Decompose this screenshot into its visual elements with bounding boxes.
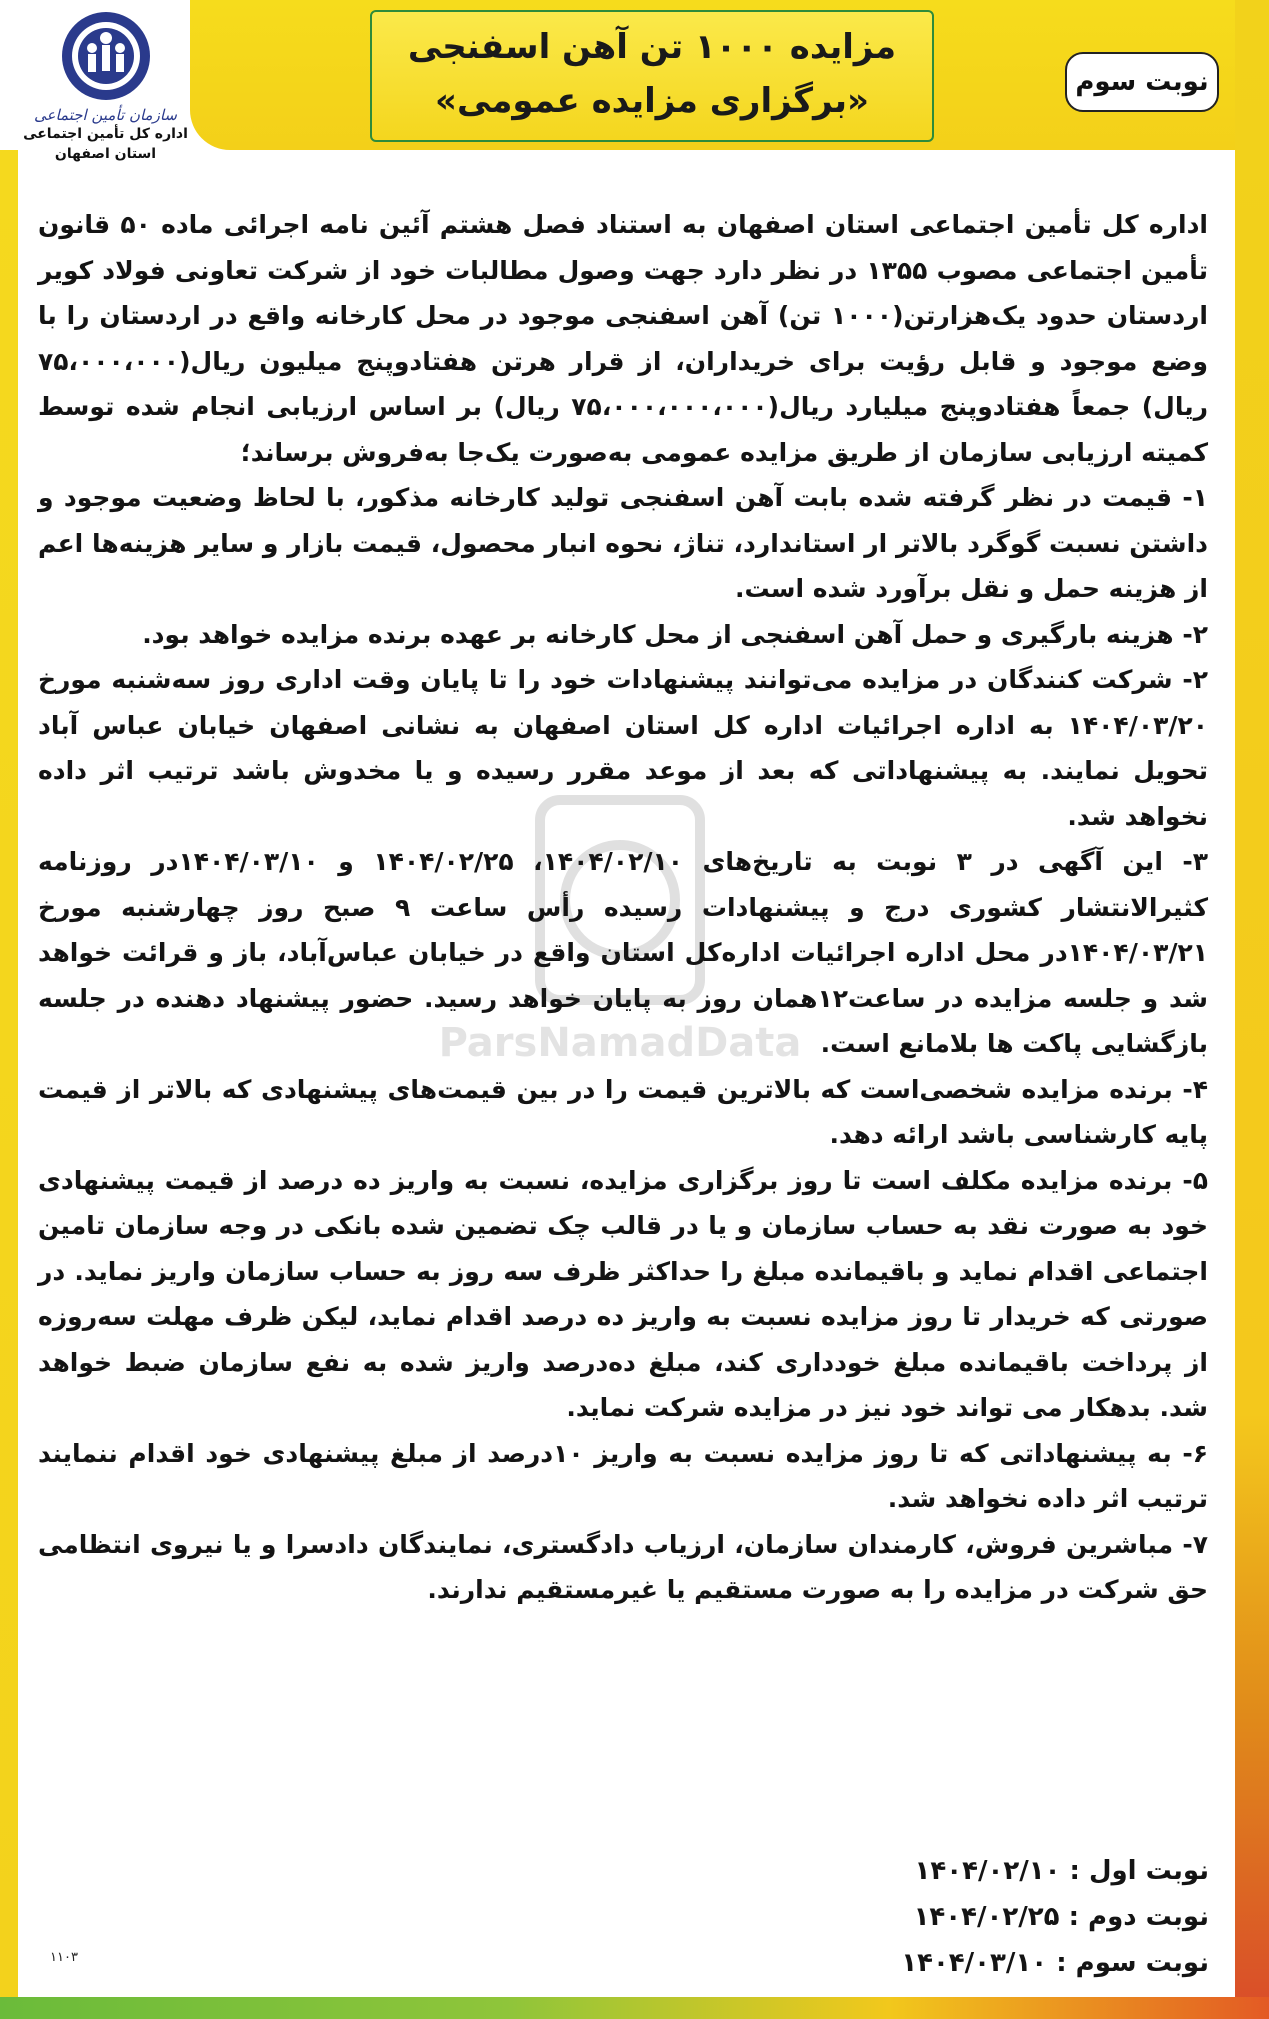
social-security-emblem-icon xyxy=(58,8,154,104)
logo-province-name: استان اصفهان xyxy=(54,146,157,162)
clause-paragraph: ۲- هزینه بارگیری و حمل آهن اسفنجی از محل کارخانه بر عهده برنده مزایده خواهد بود. xyxy=(142,619,1208,649)
schedule-date: ۱۴۰۴/۰۳/۱۰ xyxy=(901,1948,1048,1978)
title-box xyxy=(370,10,934,142)
right-frame-stripe xyxy=(1235,0,1269,2019)
clause-paragraph: ۲- شرکت کنندگان در مزایده می‌توانند پیشنهادات خود را تا پایان وقت اداری روز سه‌شنبه مورخ ۱۴۰۴/۰۳/۲۰ به اداره اجرائیات اداره کل استان اصفهان به نشانی اصفهان خیابان عباس آباد تحویل نمایند. به پیشنهاداتی که بعد از موعد مقرر رسیده و یا مخدوش باشد ترتیب اثر داده نخواهد شد. xyxy=(38,665,1208,831)
schedule-date: ۱۴۰۴/۰۲/۱۰ xyxy=(914,1856,1061,1886)
clause-paragraph: ۷- مباشرین فروش، کارمندان سازمان، ارزیاب دادگستری، نمایندگان دادسرا و یا نیروی انتظامی حق شرکت در مزایده را به صورت مستقیم یا غیرمستقیم ندارند. xyxy=(38,1529,1208,1604)
logo-brand-text: سازمان تأمین اجتماعی xyxy=(34,106,177,124)
clause-paragraph: ۴- برنده مزایده شخصی‌است که بالاترین قیمت را در بین قیمت‌های پیشنهادی که بالاتر از قیمت پایه کارشناسی باشد ارائه دهد. xyxy=(38,1074,1208,1149)
clause-paragraph: ۱- قیمت در نظر گرفته شده بابت آهن اسفنجی تولید کارخانه مذکور، با لحاظ وضعیت موجود و داشتن نسبت گوگرد بالاتر ار استاندارد، تناژ، نحوه انبار محصول، قیمت بازار و سایر هزینه‌ها اعم از هزینه حمل و نقل برآورد شده است. xyxy=(38,483,1208,603)
publication-schedule xyxy=(901,1848,1209,1986)
ad-subtitle: «برگزاری مزایده عمومی» xyxy=(435,81,869,121)
schedule-row xyxy=(901,1848,1209,1894)
round-badge: نوبت سوم xyxy=(1065,52,1219,112)
schedule-date: ۱۴۰۴/۰۲/۲۵ xyxy=(913,1902,1060,1932)
watermark-text: ParsNamadData xyxy=(438,1020,802,1066)
schedule-label: نوبت سوم : xyxy=(1056,1948,1209,1978)
page-code: ۱۱۰۳ xyxy=(50,1950,78,1965)
schedule-row xyxy=(901,1940,1209,1986)
intro-paragraph: اداره کل تأمین اجتماعی استان اصفهان به استناد فصل هشتم آئین نامه اجرائی ماده ۵۰ قانون تأمین اجتماعی مصوب ۱۳۵۵ در نظر دارد جهت وصول مطالبات خود از شرکت تعاونی فولاد کویر اردستان حدود یک‌هزارتن(۱۰۰۰ تن) آهن اسفنجی موجود در محل کارخانه واقع در اردستان را با وضع موجود و قابل رؤیت برای خریداران، از قرار هرتن هفتادوپنج میلیون ریال(۷۵،۰۰۰،۰۰۰ ریال) جمعاً هفتادوپنج میلیارد ریال(۷۵،۰۰۰،۰۰۰،۰۰۰ ریال) بر اساس ارزیابی انجام شده توسط کمیته ارزیابی سازمان از طریق مزایده عمومی به‌صورت یک‌جا به‌فروش برساند؛ xyxy=(38,210,1208,467)
ad-title: مزایده ۱۰۰۰ تن آهن اسفنجی xyxy=(407,27,897,67)
organization-logo xyxy=(18,8,193,198)
schedule-row xyxy=(901,1894,1209,1940)
left-frame-stripe xyxy=(0,150,18,2019)
logo-org-name: اداره کل تأمین اجتماعی xyxy=(23,126,188,142)
schedule-label: نوبت دوم : xyxy=(1068,1902,1209,1932)
clause-paragraph: ۳- این آگهی در ۳ نوبت به تاریخ‌های ۱۴۰۴/۰۲/۱۰، ۱۴۰۴/۰۲/۲۵ و ۱۴۰۴/۰۳/۱۰در روزنامه کثیرالانتشار کشوری درج و پیشنهادات رسیده رأس ساعت ۹ صبح روز چهارشنبه مورخ ۱۴۰۴/۰۳/۲۱در محل اداره اجرائیات اداره‌کل استان واقع در خیابان عباس‌آباد، باز و قرائت خواهد شد و جلسه مزایده در ساعت۱۲همان روز به پایان خواهد رسید. حضور پیشنهاد دهنده در جلسه بازگشایی پاکت ها بلامانع است. xyxy=(38,847,1209,1058)
ad-body xyxy=(38,202,1208,1613)
bottom-frame-stripe xyxy=(0,1997,1269,2019)
schedule-label: نوبت اول : xyxy=(1069,1856,1209,1886)
clause-paragraph: ۵- برنده مزایده مکلف است تا روز برگزاری مزایده، نسبت به واریز ده درصد از قیمت پیشنهادی خود به صورت نقد به حساب سازمان و یا در قالب چک تضمین شده بانکی در وجه سازمان تامین اجتماعی اقدام نماید و باقیمانده مبلغ را حداکثر ظرف سه روز به حساب سازمان واریز نماید. در صورتی که خریدار تا روز مزایده نسبت به واریز ده درصد اقدام نماید، لیکن ظرف مهلت سه‌روزه از پرداخت باقیمانده مبلغ خودداری کند، مبلغ ده‌درصد واریز شده به نفع سازمان ضبط خواهد شد. بدهکار می تواند خود نیز در مزایده شرکت نماید. xyxy=(38,1165,1208,1422)
clause-paragraph: ۶- به پیشنهاداتی که تا روز مزایده نسبت به واریز ۱۰درصد از مبلغ پیشنهادی خود اقدام ننمایند ترتیب اثر داده نخواهد شد. xyxy=(38,1438,1208,1513)
